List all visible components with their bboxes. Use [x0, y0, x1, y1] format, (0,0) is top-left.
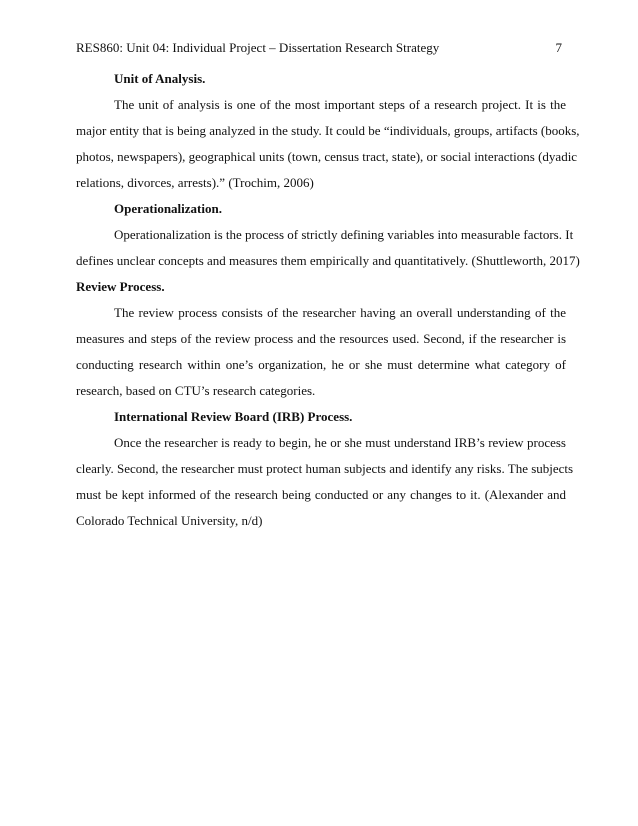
paragraph-line: Colorado Technical University, n/d) — [76, 513, 263, 528]
paragraph-line: relations, divorces, arrests).” (Trochim, 2006) — [76, 175, 314, 190]
paragraph-line: measures and steps of the review process and the resources used. Second, if the researcher is — [76, 331, 566, 346]
heading-irb-process: International Review Board (IRB) Process. — [114, 409, 353, 424]
page-number: 7 — [555, 40, 562, 55]
page-header — [76, 39, 562, 57]
paragraph-line: research, based on CTU’s research categories. — [76, 383, 316, 398]
paragraph-line: Once the researcher is ready to begin, he or she must understand IRB’s review process — [114, 435, 566, 450]
paragraph-line: The review process consists of the researcher having an overall understanding of the — [114, 305, 566, 320]
paragraph-line: conducting research within one’s organization, he or she must determine what category of — [76, 357, 566, 372]
paragraph-line: must be kept informed of the research being conducted or any changes to it. (Alexander and — [76, 487, 566, 502]
paragraph-line: The unit of analysis is one of the most important steps of a research project. It is the — [114, 97, 566, 112]
heading-review-process: Review Process. — [76, 279, 165, 294]
paragraph-line: defines unclear concepts and measures them empirically and quantitatively. (Shuttleworth, 2017) — [76, 253, 580, 268]
heading-unit-of-analysis: Unit of Analysis. — [114, 71, 206, 86]
paragraph-line: clearly. Second, the researcher must protect human subjects and identify any risks. The subjects — [76, 461, 574, 476]
paragraph-line: Operationalization is the process of strictly defining variables into measurable factors. It — [114, 227, 574, 242]
document-body — [76, 66, 580, 534]
heading-operationalization: Operationalization. — [114, 201, 222, 216]
paragraph-line: major entity that is being analyzed in the study. It could be “individuals, groups, artifacts (books, — [76, 123, 580, 138]
paragraph-line: photos, newspapers), geographical units (town, census tract, state), or social interactions (dyadic — [76, 149, 578, 164]
running-head: RES860: Unit 04: Individual Project – Dissertation Research Strategy — [76, 40, 440, 55]
